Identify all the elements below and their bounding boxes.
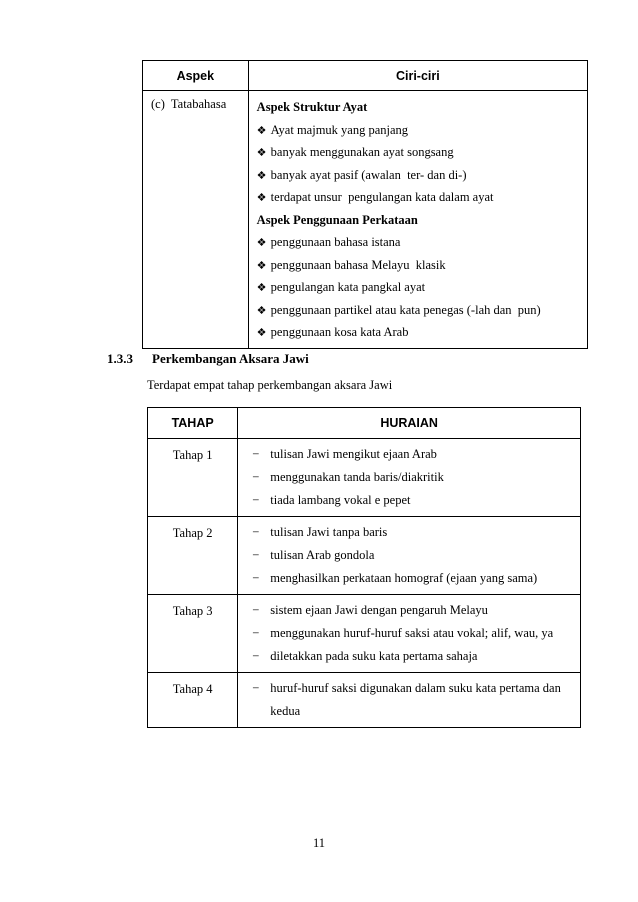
diamond-bullet-icon: ❖ xyxy=(256,259,267,272)
dash-icon: − xyxy=(252,447,260,461)
huraian-cell xyxy=(238,517,581,595)
huraian-cell xyxy=(238,595,581,673)
dash-icon: − xyxy=(252,525,260,539)
diamond-bullet-icon: ❖ xyxy=(256,237,267,249)
diamond-bullet-icon: ❖ xyxy=(256,327,267,339)
list-item: ❖ terdapat unsur pengulangan kata dalam ayat xyxy=(257,186,587,209)
aspect-cell xyxy=(143,91,249,349)
list-item: − tiada lambang vokal e pepet xyxy=(252,489,580,512)
list-item: − menggunakan huruf-huruf saksi atau vokal; alif, wau, ya xyxy=(252,622,580,645)
header-ciri-ciri: Ciri-ciri xyxy=(248,61,587,91)
dash-icon: − xyxy=(252,548,260,562)
dash-icon: − xyxy=(252,649,260,663)
table-row xyxy=(148,673,581,728)
list-item: ❖ pengulangan kata pangkal ayat xyxy=(257,276,587,299)
diamond-bullet-icon: ❖ xyxy=(256,192,267,204)
table-row xyxy=(148,439,581,517)
list-item: − tulisan Jawi tanpa baris xyxy=(252,521,580,544)
list-item: ❖ penggunaan kosa kata Arab xyxy=(257,321,587,344)
dash-icon: − xyxy=(252,681,260,695)
section-intro: Terdapat empat tahap perkembangan aksara Jawi xyxy=(147,378,393,392)
diamond-bullet-icon: ❖ xyxy=(256,147,267,159)
table-row xyxy=(143,91,588,349)
table-header-row xyxy=(143,61,588,91)
tahap-cell: Tahap 3 xyxy=(148,595,238,673)
dash-icon: − xyxy=(252,626,260,640)
diamond-bullet-icon: ❖ xyxy=(256,282,267,294)
list-item: ❖ Ayat majmuk yang panjang xyxy=(257,119,587,142)
dash-icon: − xyxy=(252,603,260,617)
diamond-bullet-icon: ❖ xyxy=(256,124,267,137)
list-item: ❖ banyak ayat pasif (awalan ter- dan di-) xyxy=(257,164,587,187)
list-item: − sistem ejaan Jawi dengan pengaruh Melayu xyxy=(252,599,580,622)
section-title: Aspek Struktur Ayat xyxy=(256,100,368,114)
section-heading xyxy=(107,351,309,367)
list-item: − huruf-huruf saksi digunakan dalam suku kata pertama dan xyxy=(252,677,580,700)
list-item: ❖ banyak menggunakan ayat songsang xyxy=(257,141,587,164)
huraian-cell xyxy=(238,439,581,517)
header-aspek: Aspek xyxy=(143,61,249,91)
table-row xyxy=(148,517,581,595)
diamond-bullet-icon: ❖ xyxy=(256,304,267,317)
section-title: Perkembangan Aksara Jawi xyxy=(152,351,309,366)
ciri-ciri-table xyxy=(142,60,588,349)
dash-icon: − xyxy=(252,470,260,484)
huraian-cell xyxy=(238,673,581,728)
list-item: − diletakkan pada suku kata pertama sahaja xyxy=(252,645,580,668)
tahap-cell: Tahap 4 xyxy=(148,673,238,728)
page-number: 11 xyxy=(312,836,326,850)
dash-icon: − xyxy=(252,493,260,507)
list-item: ❖ penggunaan bahasa istana xyxy=(257,231,587,254)
list-item: ❖ penggunaan bahasa Melayu klasik xyxy=(257,254,587,277)
aspect-label: (c) Tatabahasa xyxy=(151,97,227,111)
dash-icon: − xyxy=(252,571,260,585)
list-item-continuation: kedua xyxy=(270,704,301,718)
table-row xyxy=(148,595,581,673)
section-title: Aspek Penggunaan Perkataan xyxy=(256,212,418,227)
list-item: − tulisan Jawi mengikut ejaan Arab xyxy=(252,443,580,466)
diamond-bullet-icon: ❖ xyxy=(256,169,267,182)
section-number: 1.3.3 xyxy=(107,351,133,366)
list-item: − menghasilkan perkataan homograf (ejaan yang sama) xyxy=(252,567,580,590)
list-item: − menggunakan tanda baris/diakritik xyxy=(252,466,580,489)
ciri-cell xyxy=(248,91,587,349)
tahap-table xyxy=(147,407,581,728)
header-tahap: TAHAP xyxy=(148,408,238,439)
tahap-cell: Tahap 1 xyxy=(148,439,238,517)
list-item: − tulisan Arab gondola xyxy=(252,544,580,567)
tahap-cell: Tahap 2 xyxy=(148,517,238,595)
list-item: ❖ penggunaan partikel atau kata penegas (-lah dan pun) xyxy=(257,299,587,322)
header-huraian: HURAIAN xyxy=(238,408,581,439)
table-header-row xyxy=(148,408,581,439)
